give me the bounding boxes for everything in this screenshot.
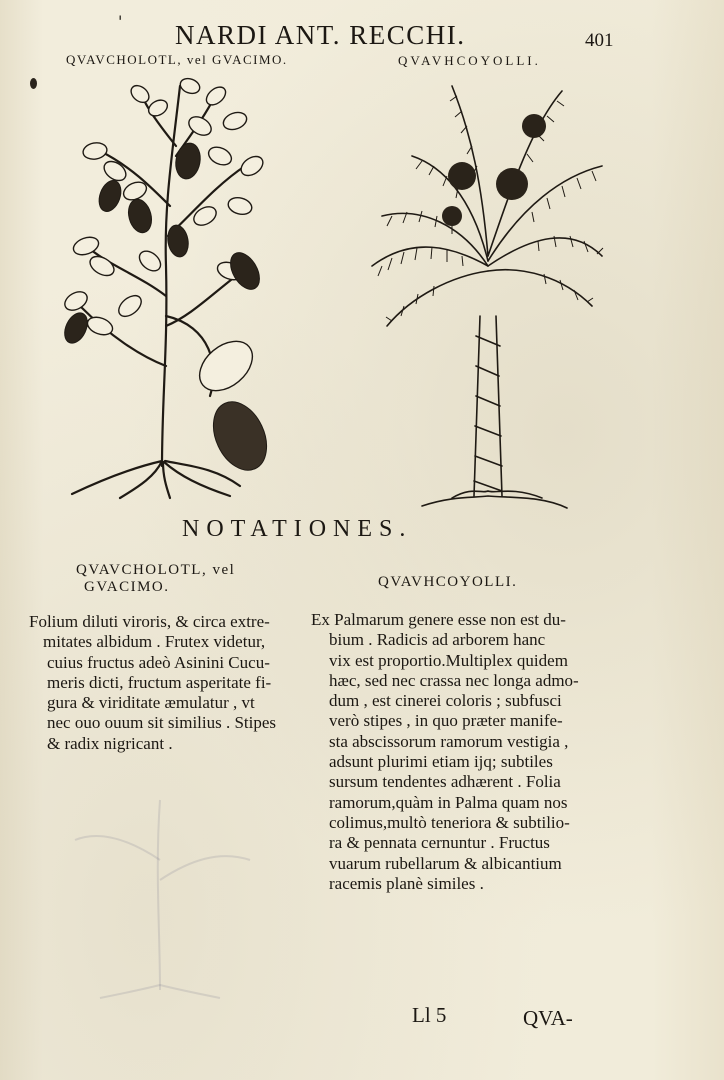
text-line: bium . Radicis ad arborem hanc <box>329 630 546 650</box>
text-line: verò stipes , in quo præter manife- <box>329 711 563 731</box>
text-line: ra & pennata cernuntur . Fructus <box>329 833 550 853</box>
text-line: cuius fructus adeò Asinini Cucu- <box>47 652 270 672</box>
text-line: hæc, sed nec crassa nec longa admo- <box>329 670 579 690</box>
running-head: NARDI ANT. RECCHI. <box>175 20 466 50</box>
show-through-illustration <box>60 780 260 1000</box>
right-figure-label: QVAVHCOYOLLI. <box>398 53 541 68</box>
catchword: QVA- <box>523 1006 573 1030</box>
right-column-text <box>311 610 579 894</box>
text-line: sursum tendentes adhærent . Folia <box>329 772 561 792</box>
text-line: adsunt plurimi etiam ijq; subtiles <box>329 752 553 772</box>
text-line: Folium diluti viroris, & circa extre- <box>29 612 270 631</box>
text-line: & radix nigricant . <box>47 733 173 753</box>
page-number: 401 <box>585 30 614 51</box>
ink-spot <box>30 78 37 89</box>
text-line: dum , est cinerei coloris ; subfusci <box>329 691 562 711</box>
printer-mark: ' <box>118 12 123 31</box>
text-line: ramorum,quàm in Palma quam nos <box>329 792 568 812</box>
text-line: sta abscissorum ramorum vestigia , <box>329 731 569 751</box>
text-line: vix est proportio.Multiplex quidem <box>329 650 568 670</box>
guacimo-woodcut-illustration <box>40 66 290 506</box>
text-line: racemis planè similes . <box>329 873 484 893</box>
text-line: vuarum rubellarum & albicantium <box>329 853 562 873</box>
text-line: Ex Palmarum genere esse non est du- <box>311 610 566 629</box>
left-column-heading <box>76 562 235 596</box>
left-heading-line-1: QVAVCHOLOTL, vel <box>76 562 236 578</box>
text-line: gura & viriditate æmulatur , vt <box>47 693 255 713</box>
left-heading-line-2: GVACIMO. <box>84 579 170 595</box>
right-column-heading: QVAVHCOYOLLI. <box>378 574 518 590</box>
text-line: nec ouo ouum sit similius . Stipes <box>47 713 277 733</box>
palm-woodcut-illustration <box>362 66 612 518</box>
section-title: NOTATIONES. <box>182 516 413 542</box>
text-line: meris dicti, fructum asperitate fi- <box>47 672 272 692</box>
signature-mark: Ll 5 <box>412 1003 447 1027</box>
left-column-text <box>29 612 276 754</box>
text-line: mitates albidum . Frutex videtur, <box>43 632 266 652</box>
text-line: colimus,multò teneriora & subtilio- <box>329 812 570 832</box>
left-figure-label: QVAVCHOLOTL, vel GVACIMO. <box>66 52 288 67</box>
